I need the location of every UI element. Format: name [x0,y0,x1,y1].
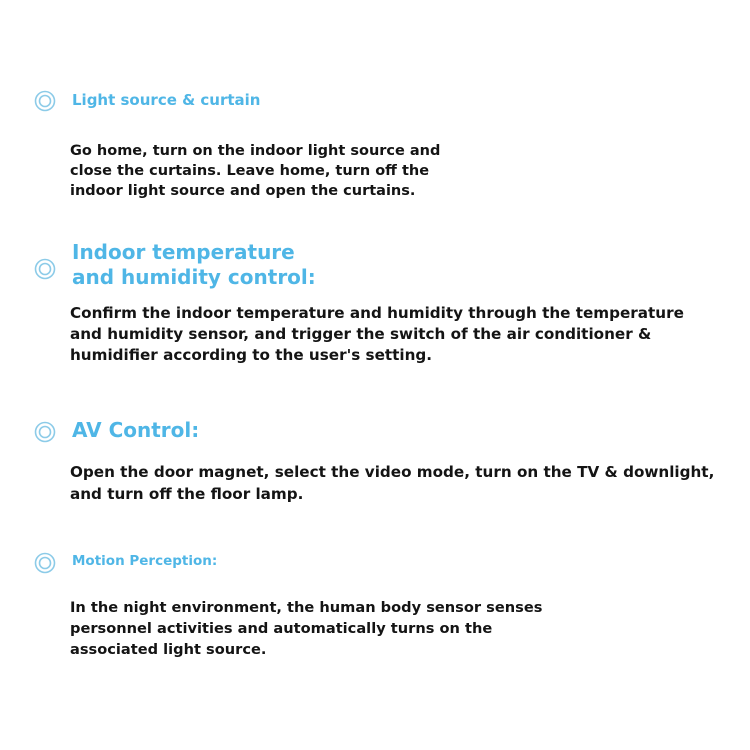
heading-line: AV Control: [72,418,200,442]
description-line: Open the door magnet, select the video mode, turn on the TV & downlight, [70,463,715,481]
double-ring-icon [34,421,56,443]
double-ring-icon [34,258,56,280]
description-line: personnel activities and automatically turns on the [70,620,493,637]
heading-line: Indoor temperature [72,240,295,264]
section-heading [72,552,217,570]
description-line: and turn off the floor lamp. [70,485,304,503]
heading-line: Motion Perception: [72,553,218,569]
section-description [70,461,714,505]
description-line: and humidity sensor, and trigger the switch of the air conditioner & [70,325,652,343]
description-line: Confirm the indoor temperature and humidity through the temperature [70,304,684,322]
double-ring-icon [34,90,56,112]
description-line: indoor light source and open the curtains. [70,183,416,199]
section-description [70,141,440,201]
heading-line: Light source & curtain [72,91,261,109]
description-line: Go home, turn on the indoor light source and [70,143,441,159]
section-description [70,597,542,660]
section-description [70,303,684,366]
section-heading [72,240,316,290]
section-heading [72,416,199,444]
double-ring-icon [34,552,56,574]
description-line: close the curtains. Leave home, turn off the [70,163,430,179]
heading-line: and humidity control: [72,265,316,289]
description-line: humidifier according to the user's setting. [70,346,433,364]
section-heading [72,90,261,110]
description-line: In the night environment, the human body sensor senses [70,599,543,616]
description-line: associated light source. [70,641,267,658]
